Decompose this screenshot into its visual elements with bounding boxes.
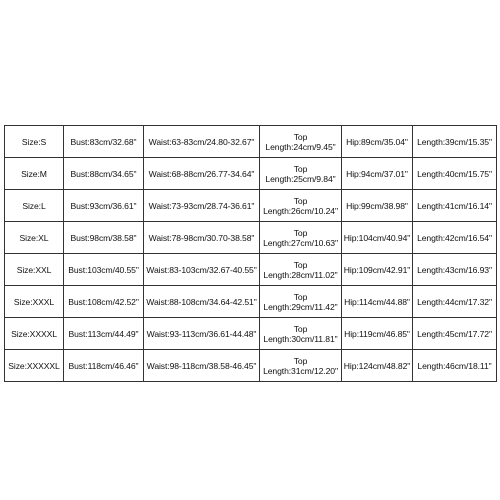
hip-cell: Hip:94cm/37.01" [342,158,413,190]
waist-cell: Waist:63-83cm/24.80-32.67" [144,126,260,158]
bust-cell: Bust:98cm/38.58" [64,222,144,254]
hip-cell: Hip:109cm/42.91" [342,254,413,286]
top-label: Top [293,291,308,302]
size-cell: Size:XXXXL [5,318,64,350]
waist-cell: Waist:73-93cm/28.74-36.61" [144,190,260,222]
length-cell: Length:46cm/18.11" [413,350,497,382]
top-length-cell [260,158,342,190]
size-cell: Size:M [5,158,64,190]
table-row [5,126,497,158]
top-length-value: Length:28cm/11.02" [263,269,338,280]
length-cell: Length:44cm/17.32" [413,286,497,318]
table-row [5,254,497,286]
top-length-value: Length:30cm/11.81" [263,333,338,344]
top-length-value: Length:31cm/12.20" [263,365,338,376]
bust-cell: Bust:103cm/40.55" [64,254,144,286]
hip-cell: Hip:119cm/46.85" [342,318,413,350]
waist-cell: Waist:68-88cm/26.77-34.64" [144,158,260,190]
top-length-cell [260,254,342,286]
top-length-value: Length:26cm/10.24" [263,205,338,216]
top-length-cell [260,222,342,254]
waist-cell: Waist:88-108cm/34.64-42.51" [144,286,260,318]
waist-cell: Waist:78-98cm/30.70-38.58" [144,222,260,254]
top-length-value: Length:27cm/10.63" [263,237,338,248]
size-cell: Size:L [5,190,64,222]
table-row [5,318,497,350]
top-label: Top [293,259,308,270]
bust-cell: Bust:113cm/44.49" [64,318,144,350]
top-label: Top [293,131,308,142]
top-label: Top [293,227,308,238]
top-length-cell [260,350,342,382]
size-cell: Size:XL [5,222,64,254]
top-label: Top [293,355,308,366]
hip-cell: Hip:89cm/35.04" [342,126,413,158]
bust-cell: Bust:93cm/36.61" [64,190,144,222]
table-row [5,190,497,222]
bust-cell: Bust:88cm/34.65" [64,158,144,190]
length-cell: Length:45cm/17.72" [413,318,497,350]
table-row [5,286,497,318]
hip-cell: Hip:104cm/40.94" [342,222,413,254]
top-length-cell [260,126,342,158]
length-cell: Length:39cm/15.35" [413,126,497,158]
top-length-value: Length:29cm/11.42" [263,301,338,312]
top-length-cell [260,286,342,318]
table-row [5,158,497,190]
waist-cell: Waist:93-113cm/36.61-44.48" [144,318,260,350]
size-cell: Size:XXXXXL [5,350,64,382]
waist-cell: Waist:83-103cm/32.67-40.55" [144,254,260,286]
length-cell: Length:43cm/16.93" [413,254,497,286]
size-cell: Size:XXXL [5,286,64,318]
top-length-value: Length:24cm/9.45" [265,141,336,152]
length-cell: Length:40cm/15.75" [413,158,497,190]
top-label: Top [293,195,308,206]
hip-cell: Hip:114cm/44.88" [342,286,413,318]
top-label: Top [293,323,308,334]
length-cell: Length:41cm/16.14" [413,190,497,222]
size-chart-table [4,125,497,382]
bust-cell: Bust:118cm/46.46" [64,350,144,382]
hip-cell: Hip:99cm/38.98" [342,190,413,222]
waist-cell: Waist:98-118cm/38.58-46.45" [144,350,260,382]
bust-cell: Bust:108cm/42.52" [64,286,144,318]
bust-cell: Bust:83cm/32.68" [64,126,144,158]
top-length-value: Length:25cm/9.84" [265,173,336,184]
table-row [5,222,497,254]
hip-cell: Hip:124cm/48.82" [342,350,413,382]
size-cell: Size:S [5,126,64,158]
table-row [5,350,497,382]
top-label: Top [293,163,308,174]
size-cell: Size:XXL [5,254,64,286]
length-cell: Length:42cm/16.54" [413,222,497,254]
top-length-cell [260,318,342,350]
top-length-cell [260,190,342,222]
